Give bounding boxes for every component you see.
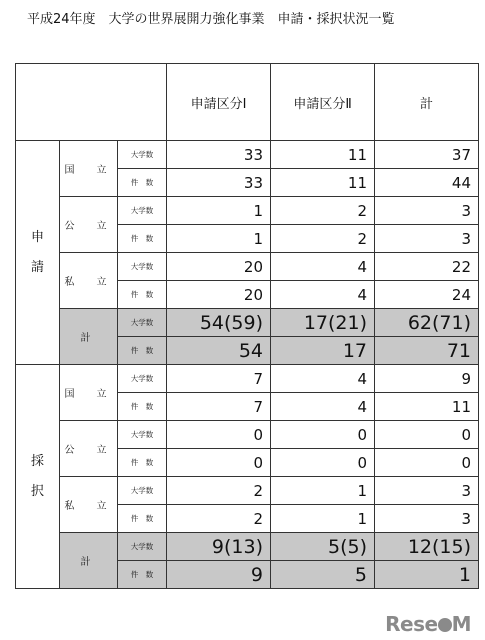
value-cell: 0: [375, 421, 479, 449]
value-cell: 0: [271, 449, 375, 477]
value-cell: 24: [375, 281, 479, 309]
table-row: [16, 141, 479, 169]
value-cell: 4: [271, 393, 375, 421]
value-cell: 0: [167, 449, 271, 477]
value-cell: 5(5): [271, 533, 375, 561]
value-cell: 54(59): [167, 309, 271, 337]
table-row: [16, 421, 479, 449]
value-cell: 3: [375, 477, 479, 505]
value-cell: 0: [167, 421, 271, 449]
table-row: [16, 309, 479, 337]
logo-o-circle-icon: [438, 618, 452, 632]
total-label-cell: 計: [60, 309, 118, 365]
value-cell: 1: [271, 477, 375, 505]
value-cell: 62(71): [375, 309, 479, 337]
row-label-cell: 大学数: [118, 533, 167, 561]
table-row: [16, 253, 479, 281]
table-row: [16, 533, 479, 561]
row-label-cell: 件 数: [118, 337, 167, 365]
value-cell: 20: [167, 253, 271, 281]
section-label-char: 申: [30, 229, 44, 245]
value-cell: 44: [375, 169, 479, 197]
value-cell: 17(21): [271, 309, 375, 337]
row-label-cell: 件 数: [118, 169, 167, 197]
row-label-cell: 件 数: [118, 449, 167, 477]
row-label-cell: 件 数: [118, 281, 167, 309]
table-row: [16, 477, 479, 505]
value-cell: 1: [375, 561, 479, 589]
application-table: [15, 63, 479, 589]
row-label-cell: 大学数: [118, 477, 167, 505]
row-label-cell: 件 数: [118, 393, 167, 421]
header-category-2: 申請区分Ⅱ: [271, 64, 375, 141]
section-label: [16, 141, 60, 365]
value-cell: 7: [167, 393, 271, 421]
row-label-cell: 大学数: [118, 309, 167, 337]
header-total: 計: [375, 64, 479, 141]
row-label-cell: 大学数: [118, 253, 167, 281]
header-blank-cell: [16, 64, 167, 141]
section-label-char: 択: [30, 483, 44, 499]
value-cell: 4: [271, 253, 375, 281]
value-cell: 3: [375, 197, 479, 225]
value-cell: 4: [271, 365, 375, 393]
value-cell: 9: [167, 561, 271, 589]
value-cell: 33: [167, 169, 271, 197]
value-cell: 17: [271, 337, 375, 365]
value-cell: 9(13): [167, 533, 271, 561]
group-label-cell: 公 立: [60, 421, 118, 477]
row-label-cell: 大学数: [118, 365, 167, 393]
row-label-cell: 大学数: [118, 141, 167, 169]
value-cell: 0: [271, 421, 375, 449]
group-label-cell: 私 立: [60, 477, 118, 533]
group-label-cell: 国 立: [60, 365, 118, 421]
table-row: [16, 197, 479, 225]
value-cell: 3: [375, 225, 479, 253]
value-cell: 11: [271, 141, 375, 169]
value-cell: 1: [167, 225, 271, 253]
value-cell: 7: [167, 365, 271, 393]
value-cell: 2: [271, 197, 375, 225]
row-label-cell: 大学数: [118, 197, 167, 225]
table-row: [16, 365, 479, 393]
value-cell: 9: [375, 365, 479, 393]
value-cell: 11: [271, 169, 375, 197]
value-cell: 33: [167, 141, 271, 169]
value-cell: 3: [375, 505, 479, 533]
group-label-cell: 私 立: [60, 253, 118, 309]
group-label-cell: 公 立: [60, 197, 118, 253]
page-title: 平成24年度 大学の世界展開力強化事業 申請・採択状況一覧: [27, 12, 395, 27]
value-cell: 2: [167, 477, 271, 505]
logo-text-start: Rese: [385, 612, 438, 636]
value-cell: 37: [375, 141, 479, 169]
value-cell: 4: [271, 281, 375, 309]
value-cell: 22: [375, 253, 479, 281]
value-cell: 1: [167, 197, 271, 225]
value-cell: 71: [375, 337, 479, 365]
section-label-char: 採: [30, 453, 44, 469]
value-cell: 12(15): [375, 533, 479, 561]
value-cell: 5: [271, 561, 375, 589]
header-category-1: 申請区分Ⅰ: [167, 64, 271, 141]
row-label-cell: 件 数: [118, 505, 167, 533]
logo-text-end: M: [451, 612, 471, 636]
total-label-cell: 計: [60, 533, 118, 589]
row-label-cell: 件 数: [118, 225, 167, 253]
value-cell: 20: [167, 281, 271, 309]
section-label-char: 請: [30, 259, 44, 275]
value-cell: 1: [271, 505, 375, 533]
value-cell: 11: [375, 393, 479, 421]
value-cell: 2: [271, 225, 375, 253]
section-label: [16, 365, 60, 589]
row-label-cell: 件 数: [118, 561, 167, 589]
resemom-logo: [385, 612, 471, 636]
row-label-cell: 大学数: [118, 421, 167, 449]
header-row: [16, 64, 479, 141]
group-label-cell: 国 立: [60, 141, 118, 197]
value-cell: 0: [375, 449, 479, 477]
value-cell: 54: [167, 337, 271, 365]
value-cell: 2: [167, 505, 271, 533]
